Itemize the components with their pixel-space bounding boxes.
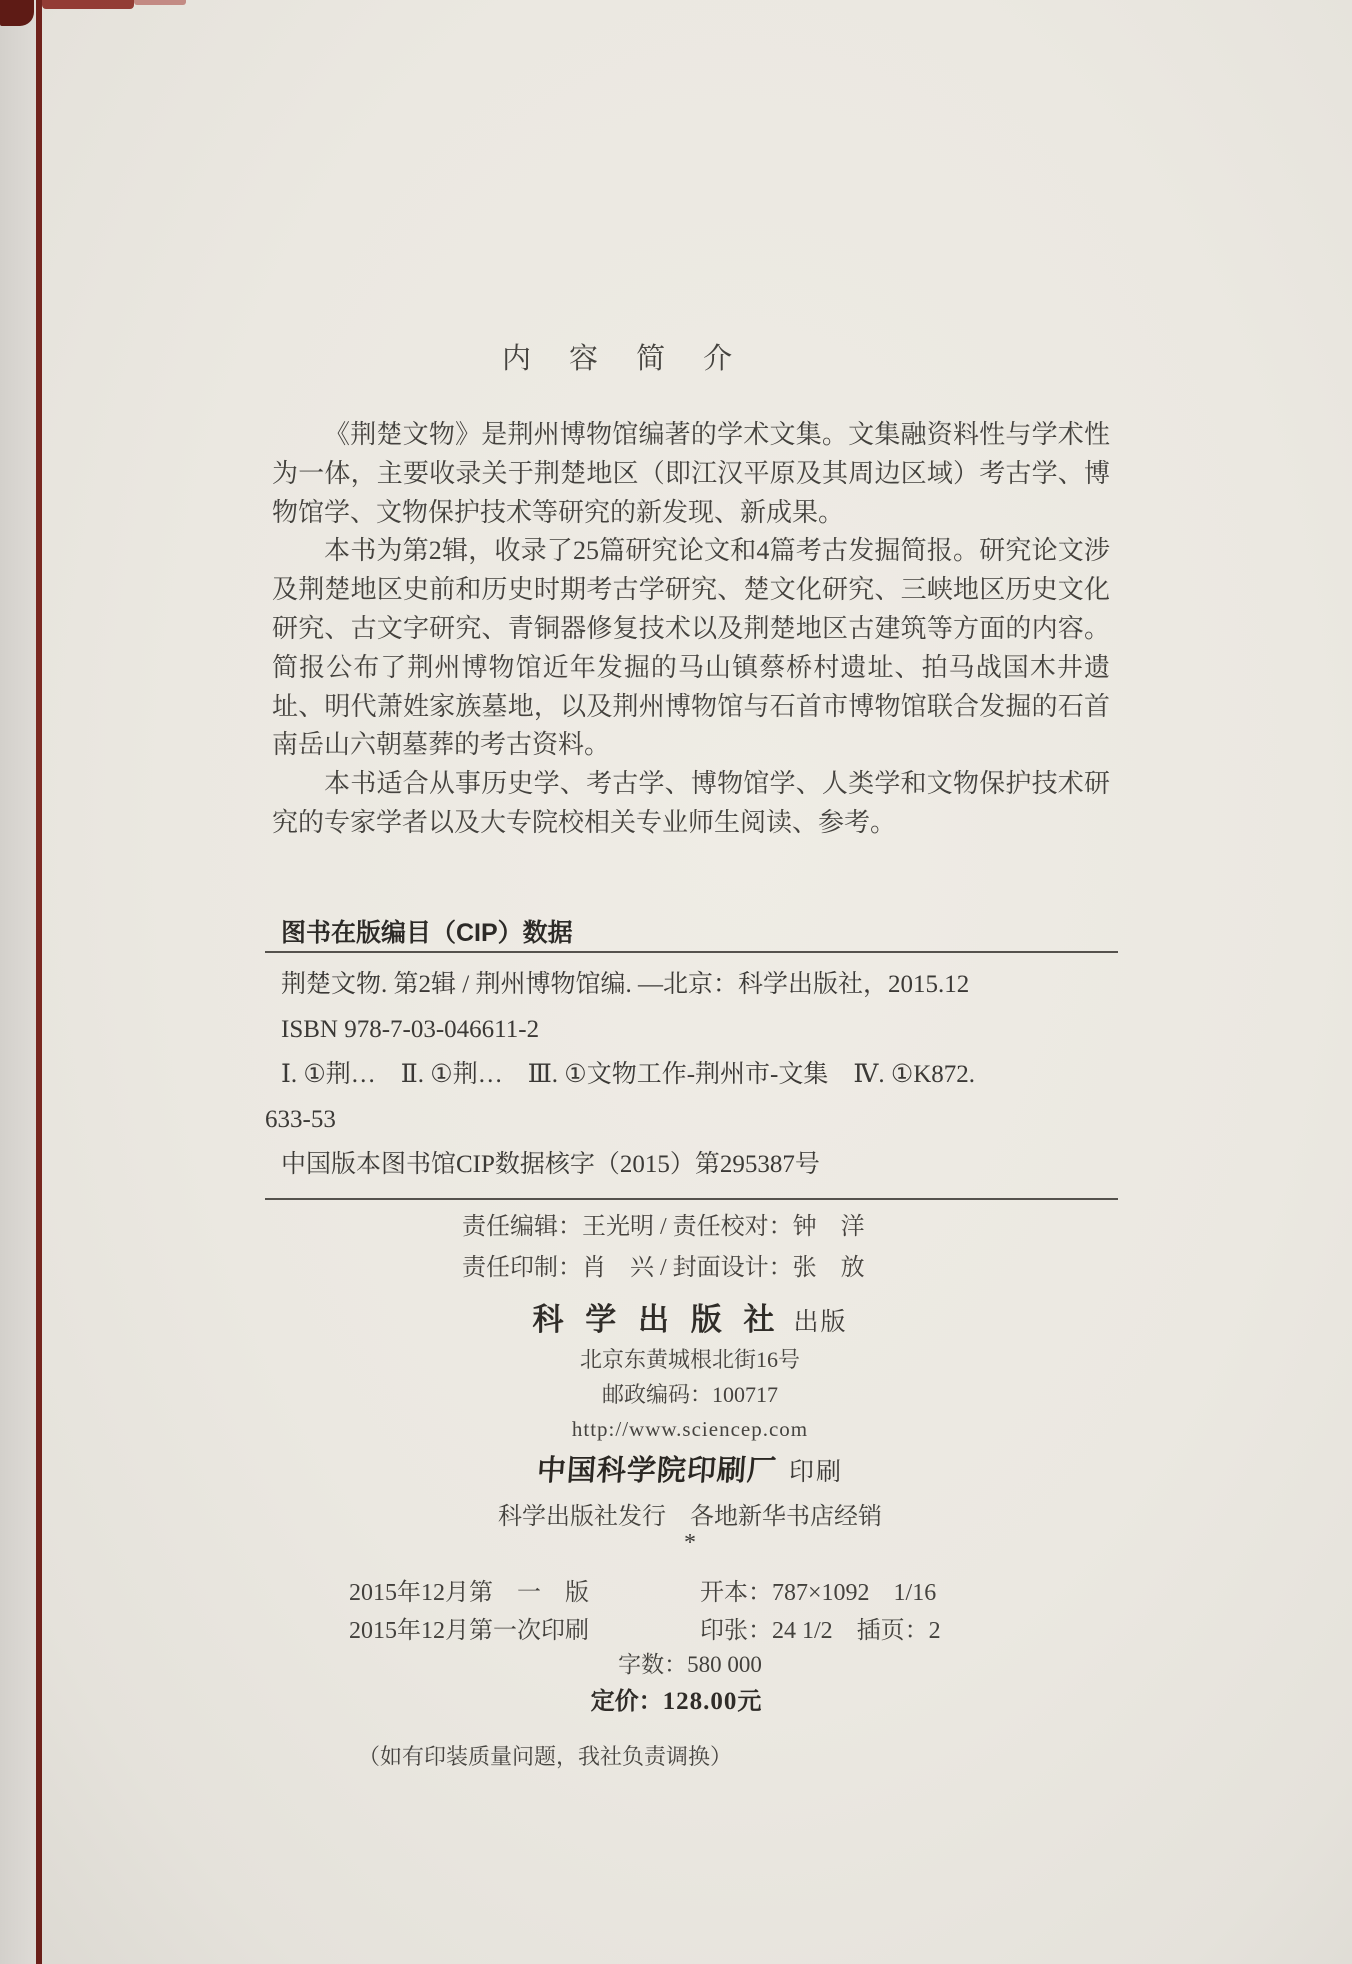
science-press-logotype: 科 学 出 版 社: [532, 1302, 782, 1337]
staff-credits: [462, 1207, 865, 1288]
summary-paragraph-2: 本书为第2辑，收录了25篇研究论文和4篇考古发掘简报。研究论文涉及荆楚地区史前和历史时期考古学研究、楚文化研究、三峡地区历史文化研究、古文字研究、青铜器修复技术以及荆楚地区古建筑等方面的内容。简报公布了荆州博物馆近年发掘的马山镇蔡桥村遗址、拍马战国木井遗址、明代萧姓家族墓地，以及荆州博物馆与石首市博物馆联合发掘的石首南岳山六朝墓葬的考古资料。: [272, 536, 1110, 760]
staff-editors-line: 责任编辑：王光明 / 责任校对：钟 洋: [462, 1214, 865, 1240]
edition-info: 2015年12月第 一 版: [349, 1580, 589, 1606]
cip-classification-continued: 633-53: [265, 1106, 336, 1133]
section-divider-star: *: [684, 1530, 696, 1556]
summary-paragraph-3: 本书适合从事历史学、考古学、博物馆学、人类学和文物保护技术研究的专家学者以及大专院校相关专业师生阅读、参考。: [272, 769, 1110, 837]
summary-paragraph-1: 《荆楚文物》是荆州博物馆编著的学术文集。文集融资料性与学术性为一体，主要收录关于荆楚地区（即江汉平原及其周边区域）考古学、博物馆学、文物保护技术等研究的新发现、新成果。: [272, 420, 1110, 527]
word-count: 字数：580 000: [618, 1652, 762, 1677]
cip-classification: Ⅰ. ①荆… Ⅱ. ①荆… Ⅲ. ①文物工作-荆州市-文集 Ⅳ. ①K872.: [281, 1061, 976, 1088]
price-label: 定价：: [590, 1689, 663, 1715]
publisher-address: 北京东黄城根北街16号: [579, 1347, 800, 1372]
printer-line: [28, 1448, 1352, 1489]
scan-top-mark: [42, 0, 134, 9]
publisher-url: http://www.sciencep.com: [571, 1417, 809, 1441]
cip-data-block: [265, 962, 1121, 1187]
cip-header: 图书在版编目（CIP）数据: [281, 919, 573, 947]
printing-info: 2015年12月第一次印刷: [349, 1618, 589, 1644]
distribution-line: 科学出版社发行 各地新华书店经销: [498, 1504, 882, 1530]
scan-corner-mark: [0, 0, 34, 26]
content-summary: [272, 416, 1110, 843]
cip-record: 荆楚文物. 第2辑 / 荆州博物馆编. —北京：科学出版社，2015.12: [281, 971, 970, 998]
price-line: [0, 1681, 1352, 1716]
printer-logotype: 中国科学院印刷厂: [535, 1455, 778, 1487]
publisher-postcode: 邮政编码：100717: [601, 1382, 778, 1407]
quality-notice: （如有印装质量问题，我社负责调换）: [357, 1744, 732, 1769]
price-unit: 元: [737, 1689, 762, 1715]
sheets-info: 印张：24 1/2 插页：2: [700, 1618, 941, 1644]
staff-print-design-line: 责任印制：肖 兴 / 封面设计：张 放: [462, 1254, 865, 1281]
format-info: 开本：787×1092 1/16: [700, 1580, 937, 1606]
cip-rule-top: [265, 951, 1118, 953]
page-title: 内 容 简 介: [502, 343, 748, 375]
cip-registry-number: 中国版本图书馆CIP数据核字（2015）第295387号: [281, 1151, 820, 1178]
printer-role-label: 印刷: [789, 1459, 844, 1486]
publisher-role-label: 出版: [793, 1309, 848, 1336]
cip-isbn: ISBN 978-7-03-046611-2: [281, 1016, 540, 1043]
cip-rule-bottom: [265, 1198, 1118, 1200]
price-value: 128.00: [662, 1688, 738, 1715]
publisher-line: [28, 1294, 1352, 1339]
scan-top-mark-faint: [134, 0, 186, 5]
